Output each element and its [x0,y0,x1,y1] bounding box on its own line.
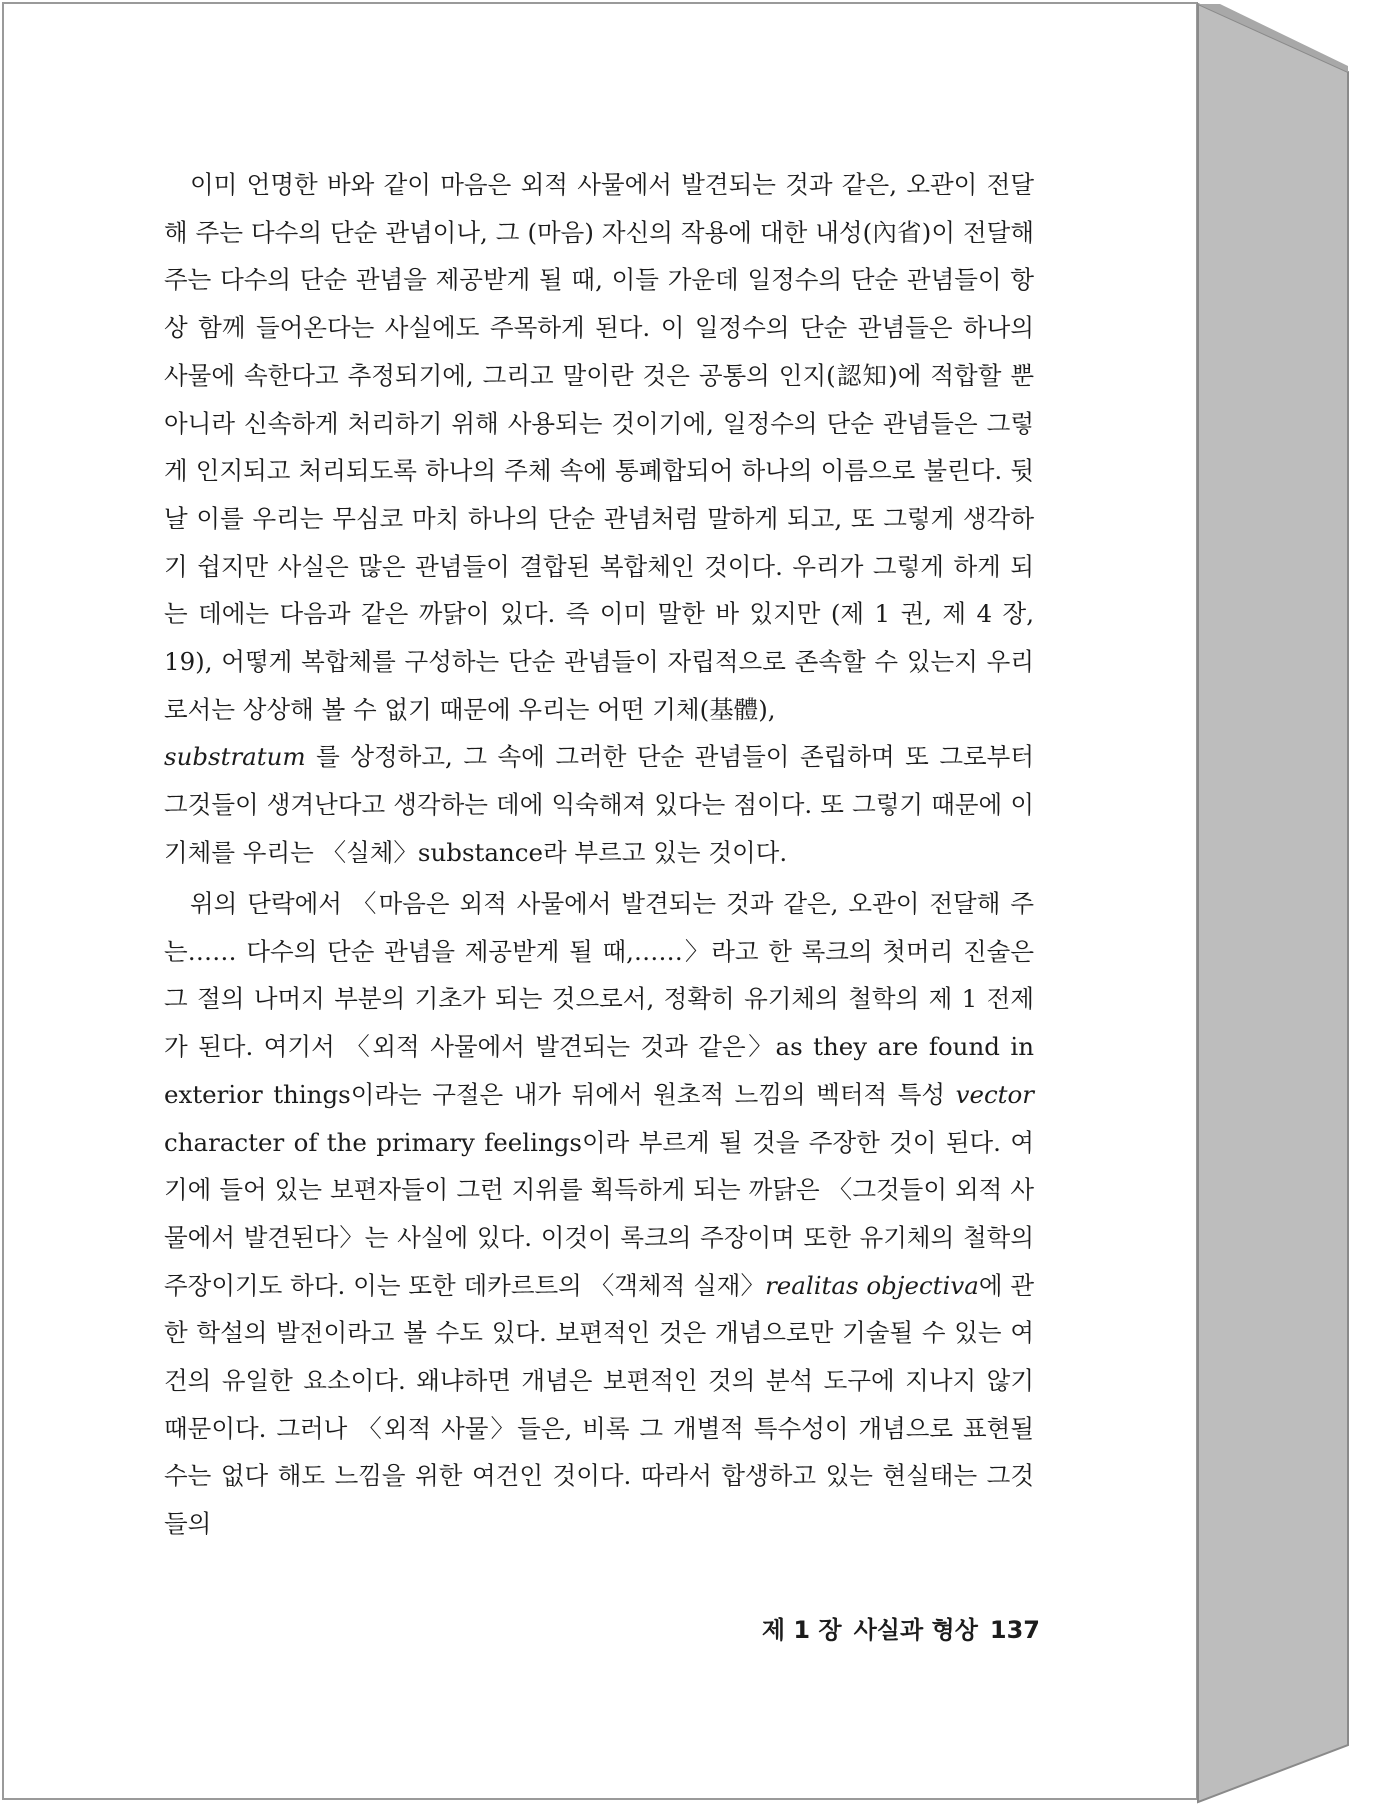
footer-chapter: 제 1 장 [761,1616,842,1644]
page-footer [700,1610,1040,1645]
quote-paragraph: 이미 언명한 바와 같이 마음은 외적 사물에서 발견되는 것과 같은, 오관이 전달해 주는 다수의 단순 관념이나, 그 (마음) 자신의 작용에 대한 내성(內省)이 전달해 주는 다수의 단순 관념을 제공받게 될 때, 이들 가운데 일정수의 단순 관념들이 항상 함께 들어온다는 사실에도 주목하게 된다. 이 일정수의 단순 관념들은 하나의 사물에 속한다고 추정되기에, 그리고 말이란 것은 공통의 인지(認知)에 적합할 뿐 아니라 신속하게 처리하기 위해 사용되는 것이기에, 일정수의 단순 관념들은 그렇게 인지되고 처리되도록 하나의 주체 속에 통폐합되어 하나의 이름으로 불린다. 뒷날 이를 우리는 무심코 마치 하나의 단순 관념처럼 말하게 되고, 또 그렇게 생각하기 쉽지만 사실은 많은 관념들이 결합된 복합체인 것이다. 우리가 그렇게 하게 되는 데에는 다음과 같은 까닭이 있다. 즉 이미 말한 바 있지만 (제 1 권, 제 4 장, 19), 어떻게 복합체를 구성하는 단순 관념들이 자립적으로 존속할 수 있는지 우리로서는 상상해 볼 수 없기 때문에 우리는 어떤 기체(基體), substratum 를 상정하고, 그 속에 그러한 단순 관념들이 존립하며 또 그로부터 그것들이 생겨난다고 생각하는 데에 익숙해져 있다는 점이다. 또 그렇기 때문에 이 기체를 우리는 〈실체〉substance라 부르고 있는 것이다. [164,170,1034,867]
page-number: 137 [989,1616,1040,1644]
footer-title: 사실과 형상 [853,1616,978,1644]
commentary [164,880,1034,1548]
commentary-paragraph: 위의 단락에서 〈마음은 외적 사물에서 발견되는 것과 같은, 오관이 전달해 주는…… 다수의 단순 관념을 제공받게 될 때,……〉라고 한 록크의 첫머리 진술은 그 절의 나머지 부분의 기초가 되는 것으로서, 정확히 유기체의 철학의 제 1 전제가 된다. 여기서 〈외적 사물에서 발견되는 것과 같은〉as they are found in exterior things이라는 구절은 내가 뒤에서 원초적 느낌의 벡터적 특성 vector character of the primary feelings이라 부르게 될 것을 주장한 것이 된다. 여기에 들어 있는 보편자들이 그런 지위를 획득하게 되는 까닭은 〈그것들이 외적 사물에서 발견된다〉는 사실에 있다. 이것이 록크의 주장이며 또한 유기체의 철학의 주장이기도 하다. 이는 또한 데카르트의 〈객체적 실재〉realitas objectiva에 관한 학설의 발전이라고 볼 수도 있다. 보편적인 것은 개념으로만 기술될 수 있는 여건의 유일한 요소이다. 왜냐하면 개념은 보편적인 것의 분석 도구에 지나지 않기 때문이다. 그러나 〈외적 사물〉들은, 비록 그 개별적 특수성이 개념으로 표현될 수는 없다 해도 느낌을 위한 여건인 것이다. 따라서 합생하고 있는 현실태는 그것들의 [164,889,1034,1539]
quote-latin-term: substratum [164,742,306,772]
commentary-term-realitas: realitas objectiva [765,1270,979,1300]
locke-quote [164,161,1034,877]
commentary-term-vector: vector [955,1079,1034,1109]
